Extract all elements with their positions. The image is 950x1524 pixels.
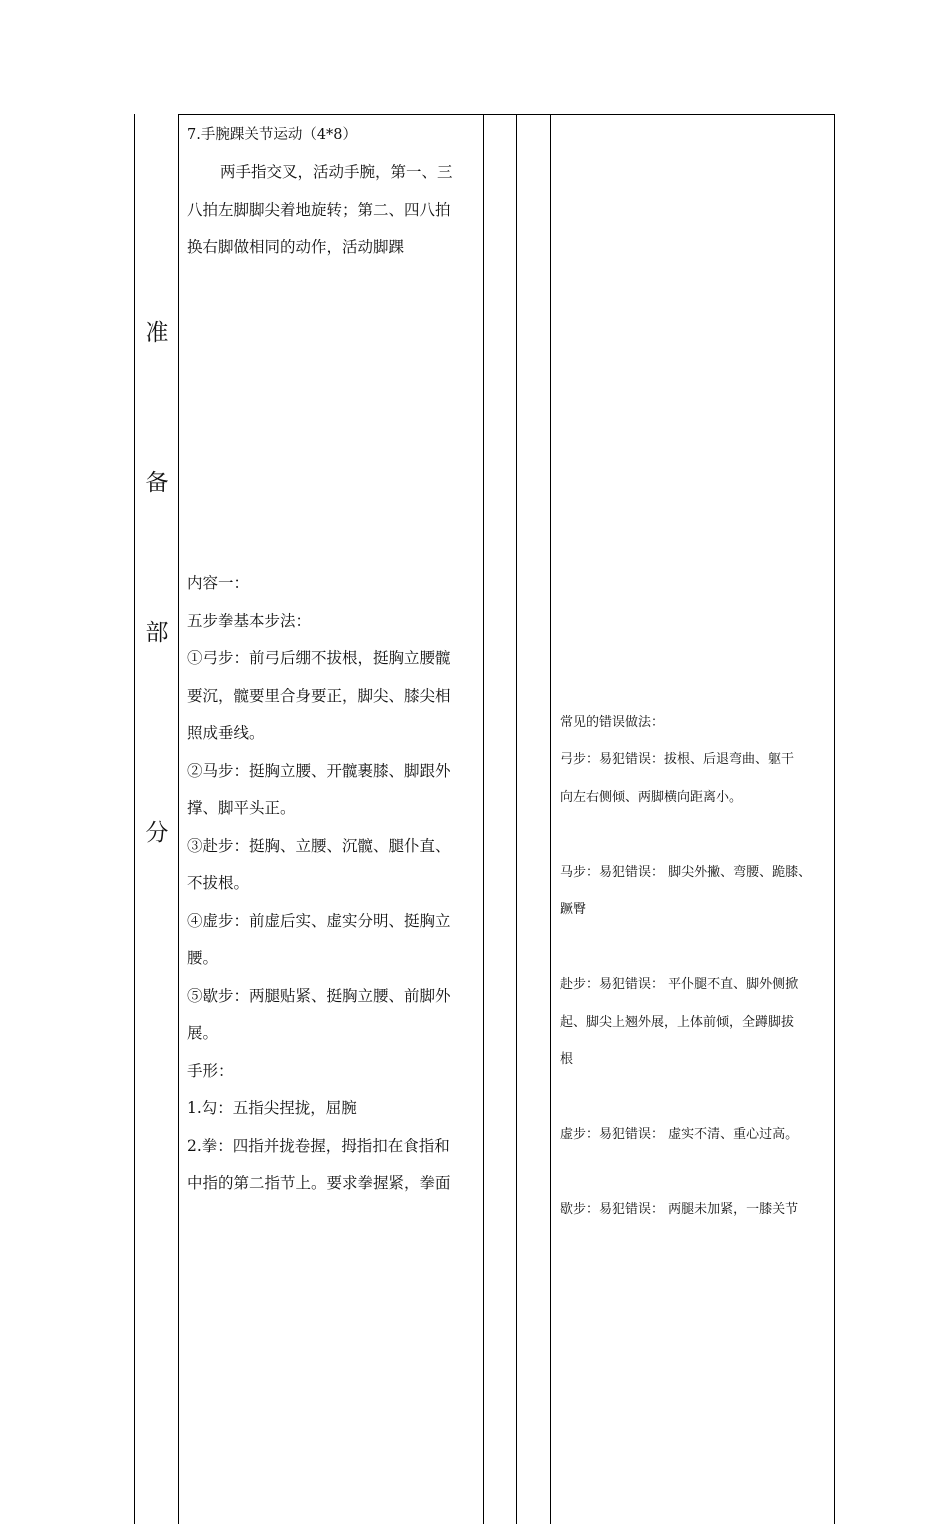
table-border-right	[834, 114, 835, 1524]
content-line: 照成垂线。	[187, 724, 265, 742]
table-border-left	[134, 114, 135, 1524]
content-line: 五步拳基本步法：	[187, 612, 312, 630]
table-border-col4	[550, 114, 551, 1524]
section-label-char: 分	[145, 820, 169, 846]
errors-line: 弓步：易犯错误：拔根、后退弯曲、躯干	[560, 752, 795, 767]
content-line: 换右脚做相同的动作，活动脚踝	[187, 238, 405, 256]
content-line: 中指的第二指节上。要求拳握紧，拳面	[187, 1174, 451, 1192]
table-border-top	[178, 114, 835, 115]
section-label-char: 部	[145, 620, 169, 646]
content-line: 展。	[187, 1024, 219, 1042]
content-line: 两手指交叉，活动手腕，第一、三	[220, 163, 453, 181]
table-border-col1	[178, 114, 179, 1524]
content-line: ①弓步：前弓后绷不拔根，挺胸立腰髋	[187, 649, 451, 667]
errors-line: 常见的错误做法：	[560, 715, 665, 730]
content-line: ⑤歇步：两腿贴紧、挺胸立腰、前脚外	[187, 987, 451, 1005]
content-line: 手形：	[187, 1062, 234, 1080]
content-line: 2.拳：四指并拢卷握，拇指扣在食指和	[187, 1137, 450, 1155]
content-line: 内容一：	[187, 574, 250, 592]
table-border-col3	[516, 114, 517, 1524]
errors-line: 赴步：易犯错误： 平仆腿不直、脚外侧掀	[560, 977, 799, 992]
content-line: 7.手腕踝关节运动（4*8）	[187, 127, 358, 143]
content-line: ③赴步：挺胸、立腰、沉髋、腿仆直、	[187, 837, 451, 855]
content-line: 要沉，髋要里合身要正，脚尖、膝尖相	[187, 687, 451, 705]
errors-line: 向左右侧倾、两脚横向距离小。	[560, 790, 743, 805]
errors-line: 蹶臀	[560, 902, 587, 917]
content-line: 八拍左脚脚尖着地旋转；第二、四八拍	[187, 201, 451, 219]
content-line: ②马步：挺胸立腰、开髋裹膝、脚跟外	[187, 762, 451, 780]
errors-line: 马步：易犯错误： 脚尖外撇、弯腰、跪膝、	[560, 865, 812, 880]
content-line: 1.勾：五指尖捏拢，屈腕	[187, 1099, 357, 1117]
content-line: 不拔根。	[187, 874, 250, 892]
content-line: 腰。	[187, 949, 219, 967]
errors-line: 虚步：易犯错误： 虚实不清、重心过高。	[560, 1127, 799, 1142]
errors-line: 歇步：易犯错误： 两腿未加紧，一膝关节	[560, 1202, 799, 1217]
section-label-char: 准	[145, 320, 169, 346]
section-label-char: 备	[145, 470, 169, 496]
errors-line: 起、脚尖上翘外展，上体前倾，全蹲脚拔	[560, 1015, 795, 1030]
errors-line: 根	[560, 1052, 574, 1067]
content-line: ④虚步：前虚后实、虚实分明、挺胸立	[187, 912, 451, 930]
content-line: 撑、脚平头正。	[187, 799, 296, 817]
table-border-col2	[483, 114, 484, 1524]
